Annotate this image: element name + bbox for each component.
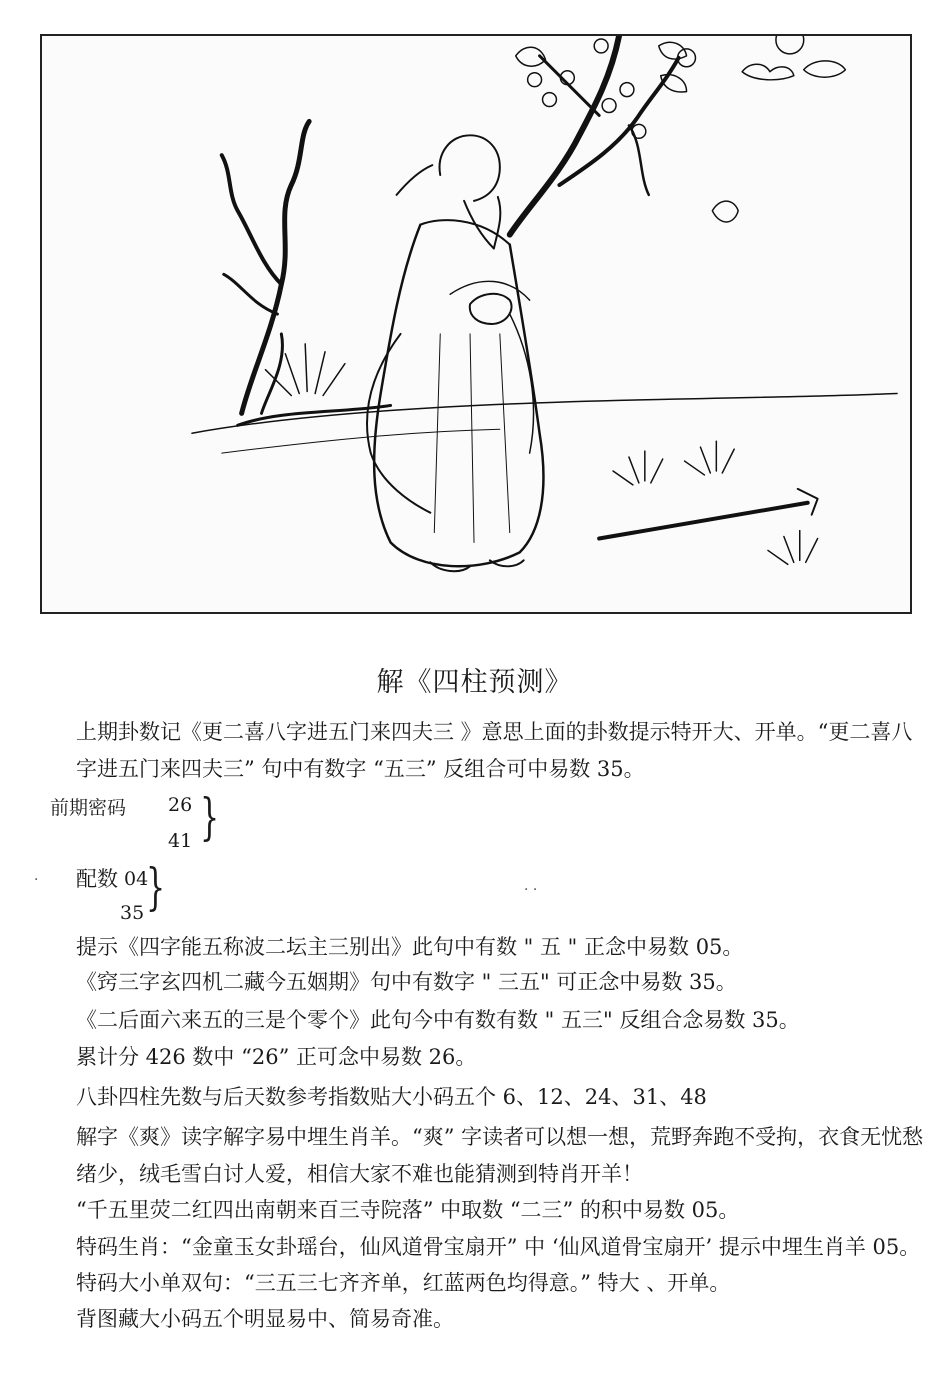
- hint-line-4: 累计分 426 数中 “26” 正可念中易数 26。: [76, 1045, 477, 1069]
- article-title: 解《四柱预测》: [376, 667, 573, 698]
- jiezi-line-1: 解字《爽》读字解字易中埋生肖羊。“爽” 字读者可以想一想，荒野奔跑不受拘，衣食无忧愁: [76, 1125, 924, 1149]
- bagua-line: 八卦四柱先数与后天数参考指数贴大小码五个 6、12、24、31、48: [76, 1085, 707, 1109]
- illustration-frame: [40, 34, 912, 614]
- text-line: “千五里荧二红四出南朝来百三寺院落” 中取数 “二三” 的积中易数 05。: [76, 1198, 740, 1222]
- previous-code-value-1: 26: [168, 794, 193, 816]
- pairing-value-2: 35: [120, 902, 145, 924]
- previous-code-value-2: 41: [168, 830, 193, 852]
- brace-icon: }: [146, 858, 166, 916]
- previous-code-label: 前期密码: [50, 797, 127, 819]
- text-line: 特码大小单双句：“三五三七齐齐单，红蓝两色均得意。” 特大 、开单。: [76, 1271, 731, 1295]
- dot-mark-icon: ·: [34, 872, 39, 888]
- jiezi-line-2: 绪少，绒毛雪白讨人爱，相信大家不难也能猜测到特肖开羊！: [76, 1162, 643, 1186]
- hint-line-3: 《二后面六来五的三是个零个》此句今中有数有数 " 五三" 反组合念易数 35。: [76, 1008, 800, 1032]
- brace-icon: }: [200, 788, 220, 846]
- text-line: 背图藏大小码五个明显易中、简易奇准。: [76, 1307, 454, 1331]
- pairing-value-1: 04: [124, 868, 149, 890]
- paragraph-1-line-1: 上期卦数记《更二喜八字进五门来四夫三 》意思上面的卦数提示特开大、开单。“更二喜八: [76, 720, 913, 744]
- hint-line-1: 提示《四字能五称波二坛主三别出》此句中有数 " 五 " 正念中易数 05。: [76, 935, 744, 959]
- dot-mark-icon: · ·: [524, 882, 538, 898]
- text-line: 特码生肖：“金童玉女卦瑶台，仙风道骨宝扇开” 中 ‘仙风道骨宝扇开’ 提示中埋生肖羊 05。: [76, 1235, 921, 1259]
- paragraph-1-line-2: 字进五门来四夫三” 句中有数字 “五三” 反组合可中易数 35。: [76, 757, 645, 781]
- scholar-tree-illustration: [42, 36, 910, 612]
- pairing-label: 配数: [76, 867, 118, 891]
- hint-line-2: 《窍三字玄四机二藏今五姻期》句中有数字 " 三五" 可正念中易数 35。: [76, 970, 737, 994]
